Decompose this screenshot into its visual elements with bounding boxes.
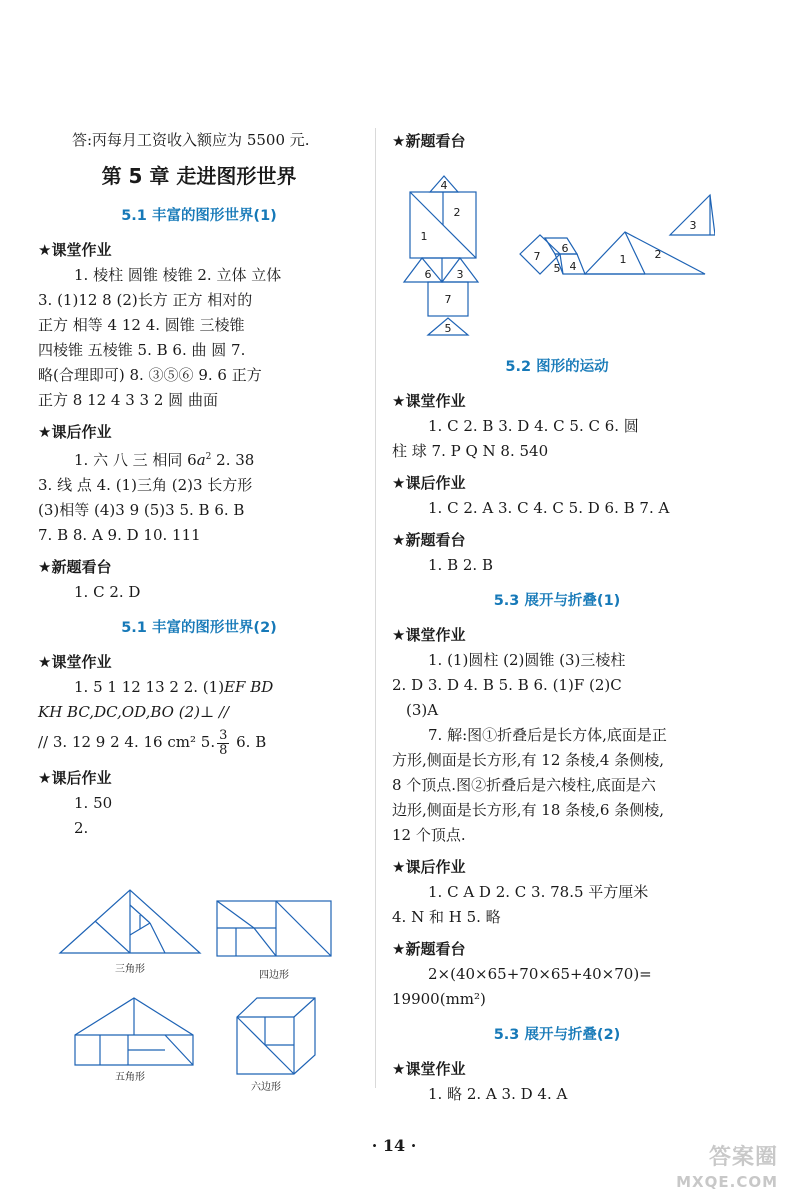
piece-label: 3 <box>689 219 697 232</box>
figure-caption: 五角形 <box>115 1072 145 1083</box>
answer-line: 正方 相等 4 12 4. 圆锥 三棱锥 <box>38 316 245 334</box>
heading-ketang: ★课堂作业 <box>392 626 466 644</box>
answer-line: 2×(40×65+70×65+40×70)= <box>428 965 652 983</box>
answer-line: 19900(mm²) <box>392 990 486 1008</box>
answer-line: // 3. 12 9 2 4. 16 cm² 5. $\frac{3}{8}$ 6. B <box>38 727 267 758</box>
robot-tangram-figure <box>402 170 492 342</box>
watermark-logo: 答案圈 MXQE.COM <box>676 1145 778 1191</box>
answer-line: (3)A <box>406 701 439 719</box>
piece-label: 4 <box>440 179 448 192</box>
piece-label: 6 <box>561 242 569 255</box>
piece-label: 1 <box>420 230 428 243</box>
answer-line: 答:丙每月工资收入额应为 5500 元. <box>72 131 310 149</box>
answer-line: 柱 球 7. P Q N 8. 540 <box>392 442 549 460</box>
piece-label: 6 <box>424 268 432 281</box>
answer-line: 四棱锥 五棱锥 5. B 6. 曲 圆 7. <box>38 341 246 359</box>
hexagon-tangram-figure <box>232 995 320 1077</box>
answer-line: 1. C 2. B 3. D 4. C 5. C 6. 圆 <box>428 417 639 435</box>
answer-line: 2. D 3. D 4. B 5. B 6. (1)F (2)C <box>392 676 622 694</box>
answer-line: 1. C A D 2. C 3. 78.5 平方厘米 <box>428 883 649 901</box>
answer-line: 7. 解:图①折叠后是长方体,底面是正 <box>428 726 667 744</box>
answer-line: 1. 棱柱 圆锥 棱锥 2. 立体 立体 <box>74 266 282 284</box>
section-title-5-3-1: 5.3 展开与折叠(1) <box>493 593 621 609</box>
answer-line: 3. (1)12 8 (2)长方 正方 相对的 <box>38 291 253 309</box>
heading-kehou: ★课后作业 <box>38 423 112 441</box>
answer-line: 1. 六 八 三 相同 $6a^2$ 2. 38 <box>74 451 255 469</box>
answer-line: 2. <box>74 819 89 837</box>
answer-line: 3. 线 点 4. (1)三角 (2)3 长方形 <box>38 476 253 494</box>
heading-xinti: ★新题看台 <box>38 558 112 576</box>
answer-line: 略(合理即可) 8. ③⑤⑥ 9. 6 正方 <box>38 366 262 384</box>
heading-kehou: ★课后作业 <box>392 858 466 876</box>
answer-line: 1. C 2. A 3. C 4. C 5. D 6. B 7. A <box>428 499 670 517</box>
answer-line: 方形,侧面是长方形,有 12 条棱,4 条侧棱, <box>392 751 665 769</box>
section-title-5-3-2: 5.3 展开与折叠(2) <box>493 1027 621 1043</box>
heading-ketang: ★课堂作业 <box>392 1060 466 1078</box>
section-title-5-1-2: 5.1 丰富的图形世界(2) <box>121 620 277 636</box>
figure-caption: 六边形 <box>251 1082 281 1093</box>
answer-line: 1. 50 <box>74 794 113 812</box>
answer-line: 边形,侧面是长方形,有 18 条棱,6 条侧棱, <box>392 801 665 819</box>
answer-line: 4. N 和 H 5. 略 <box>392 908 501 926</box>
quadrilateral-tangram-figure <box>214 898 334 960</box>
page-number: · 14 · <box>371 1136 417 1155</box>
left-column <box>38 128 360 841</box>
heading-xinti: ★新题看台 <box>392 132 466 150</box>
fraction: $\frac{3}{8}$ <box>219 727 228 758</box>
heading-ketang: ★课堂作业 <box>38 653 112 671</box>
section-title-5-2: 5.2 图形的运动 <box>505 359 609 375</box>
answer-line: 1. 5 1 12 13 2 2. (1)EF BD <box>74 678 274 696</box>
figure-caption: 四边形 <box>259 970 289 981</box>
answer-line: 1. B 2. B <box>428 556 493 574</box>
heading-kehou: ★课后作业 <box>38 769 112 787</box>
piece-label: 7 <box>533 250 541 263</box>
heading-xinti: ★新题看台 <box>392 940 466 958</box>
piece-label: 4 <box>569 260 577 273</box>
answer-line: 1. (1)圆柱 (2)圆锥 (3)三棱柱 <box>428 651 626 669</box>
section-title-5-1-1: 5.1 丰富的图形世界(1) <box>121 208 277 224</box>
answer-line: 正方 8 12 4 3 3 2 圆 曲面 <box>38 391 218 409</box>
pentagon-tangram-figure <box>70 993 200 1073</box>
heading-ketang: ★课堂作业 <box>38 241 112 259</box>
answer-line: 1. C 2. D <box>74 583 141 601</box>
piece-label: 5 <box>444 322 452 335</box>
chapter-title: 第 5 章 走进图形世界 <box>101 164 297 188</box>
piece-label: 2 <box>654 248 662 261</box>
piece-label: 7 <box>444 293 452 306</box>
column-divider <box>375 128 376 1088</box>
piece-label: 1 <box>619 253 627 266</box>
heading-kehou: ★课后作业 <box>392 474 466 492</box>
piece-label: 3 <box>456 268 464 281</box>
answer-line: 8 个顶点.图②折叠后是六棱柱,底面是六 <box>392 776 656 794</box>
piece-label: 5 <box>553 262 561 275</box>
answer-line: 7. B 8. A 9. D 10. 111 <box>38 526 201 544</box>
triangle-tangram-figure <box>55 885 205 965</box>
figure-caption: 三角形 <box>115 964 145 975</box>
swan-tangram-figure <box>515 190 715 276</box>
piece-label: 2 <box>453 206 461 219</box>
answer-line: KH BC,DC,OD,BO (2)⊥ // <box>38 703 229 721</box>
answer-line: (3)相等 (4)3 9 (5)3 5. B 6. B <box>38 501 245 519</box>
heading-xinti: ★新题看台 <box>392 531 466 549</box>
answer-line: 1. 略 2. A 3. D 4. A <box>428 1085 568 1103</box>
answer-line: 12 个顶点. <box>392 826 466 844</box>
heading-ketang: ★课堂作业 <box>392 392 466 410</box>
